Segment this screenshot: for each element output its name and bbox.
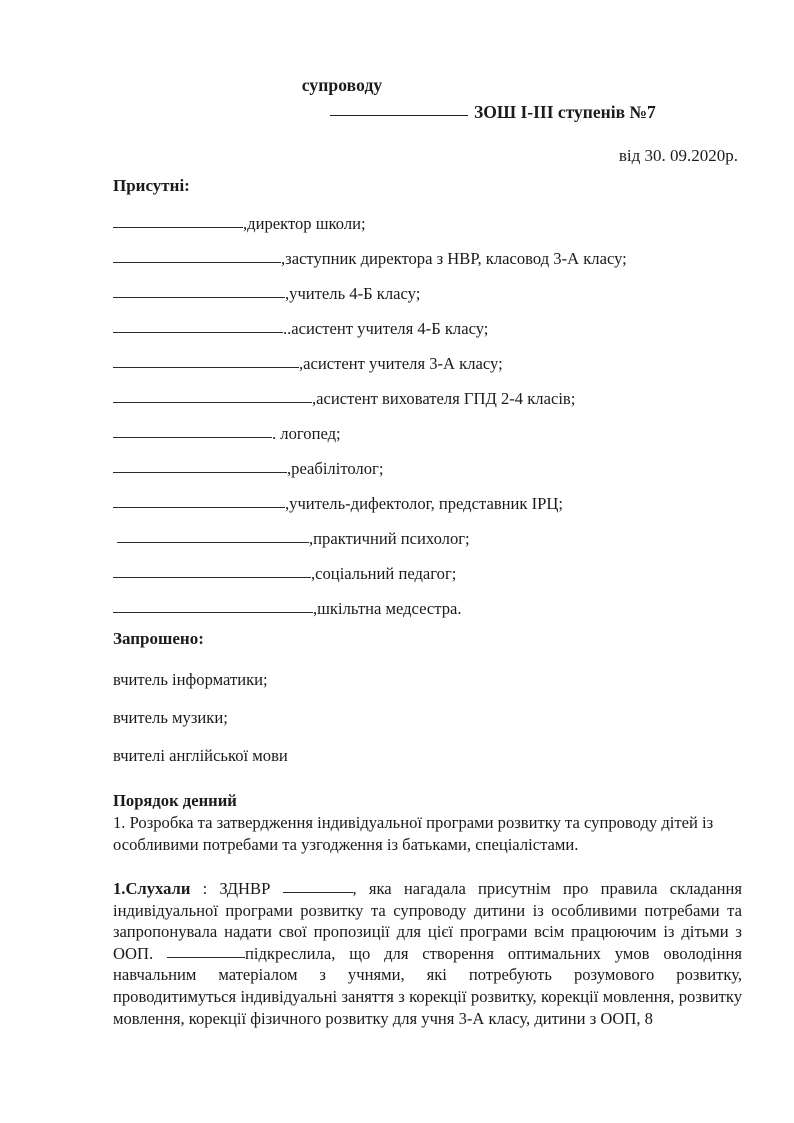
attendee-row [113, 530, 773, 547]
invited-row: вчитель музики; [113, 708, 228, 727]
attendee-row [113, 390, 773, 407]
attendee-row [113, 460, 773, 477]
minutes-name-blank-1[interactable] [283, 892, 353, 893]
minutes-section [113, 878, 742, 1029]
header-school-line [0, 99, 794, 125]
attendee-row [113, 320, 773, 337]
attendee-name-blank[interactable] [113, 507, 285, 508]
attendee-name-blank[interactable] [113, 437, 272, 438]
attendees-heading: Присутні: [113, 176, 190, 195]
attendee-name-blank[interactable] [113, 367, 299, 368]
agenda-heading: Порядок денний [113, 791, 237, 810]
attendee-row [113, 215, 773, 232]
agenda-item-1: 1. Розробка та затвердження індивідуальної програми розвитку та супроводу дітей із особливими потребами та узгодження із батьками, спеціалістами. [113, 813, 714, 854]
document-header [0, 74, 794, 168]
attendee-role: ,учитель-дифектолог, представник ІРЦ; [285, 494, 563, 513]
attendee-name-blank[interactable] [113, 332, 283, 333]
minutes-text-2: підкреслила, що для створення оптимальних умов оволодіння навчальним матеріалом з учнями, які потребують розумового розвитку, проводитимуться індивідуальні заняття з корекції розвитку, корекції мовлення, розвитку мовлення, корекції фізичного розвитку для учня 3-А класу, дитини з ООП, 8 [113, 943, 742, 1028]
attendee-row [113, 250, 773, 267]
attendee-name-blank[interactable] [113, 612, 313, 613]
minutes-name-blank-2[interactable] [167, 957, 245, 958]
header-school-name: ЗОШ I-III ступенів №7 [474, 102, 656, 122]
header-blank-field[interactable] [330, 115, 468, 116]
attendee-name-blank[interactable] [113, 402, 312, 403]
attendee-role: ,асистент вихователя ГПД 2-4 класів; [312, 389, 576, 408]
attendee-name-blank[interactable] [113, 227, 243, 228]
attendee-role: ,учитель 4-Б класу; [285, 284, 421, 303]
attendee-role: . логопед; [272, 424, 341, 443]
minutes-paragraph [113, 878, 742, 1029]
invited-row: вчителі англійської мови [113, 746, 288, 765]
minutes-text-1: , яка нагадала присутнім про правила складання індивідуальної програми розвитку та супроводу дитини із особливими потребами та запропонувала надати свої пропозиції для цієї програми всім працюючим із дітьми з ООП. [113, 879, 742, 963]
attendee-role: ,соціальний педагог; [311, 564, 457, 583]
header-subject-line: супроводу [301, 75, 383, 95]
invited-section [113, 628, 773, 764]
attendee-row [113, 565, 773, 582]
attendee-row [113, 600, 773, 617]
attendee-row [113, 425, 773, 442]
attendee-name-blank[interactable] [113, 262, 281, 263]
attendee-role: ..асистент учителя 4-Б класу; [283, 319, 489, 338]
attendee-row [113, 285, 773, 302]
attendee-role: ,асистент учителя 3-А класу; [299, 354, 503, 373]
attendee-row [113, 355, 773, 372]
attendee-role: ,заступник директора з НВР, класовод 3-А класу; [281, 249, 627, 268]
attendee-role: ,шкільтна медсестра. [313, 599, 462, 618]
attendee-name-blank[interactable] [113, 472, 287, 473]
minutes-lead-label: 1.Слухали [113, 879, 191, 898]
attendee-name-blank[interactable] [117, 542, 309, 543]
invited-heading: Запрошено: [113, 629, 204, 648]
attendee-row [113, 495, 773, 512]
attendee-name-blank[interactable] [113, 297, 285, 298]
attendee-role: ,директор школи; [243, 214, 366, 233]
attendee-role: ,практичний психолог; [309, 529, 470, 548]
attendee-role: ,реабілітолог; [287, 459, 384, 478]
agenda-section [113, 791, 745, 855]
attendee-name-blank[interactable] [113, 577, 311, 578]
invited-row: вчитель інформатики; [113, 670, 268, 689]
minutes-speaker-intro: : ЗДНВР [190, 879, 283, 898]
header-date: від 30. 09.2020р. [618, 146, 738, 165]
attendees-section [113, 175, 773, 617]
